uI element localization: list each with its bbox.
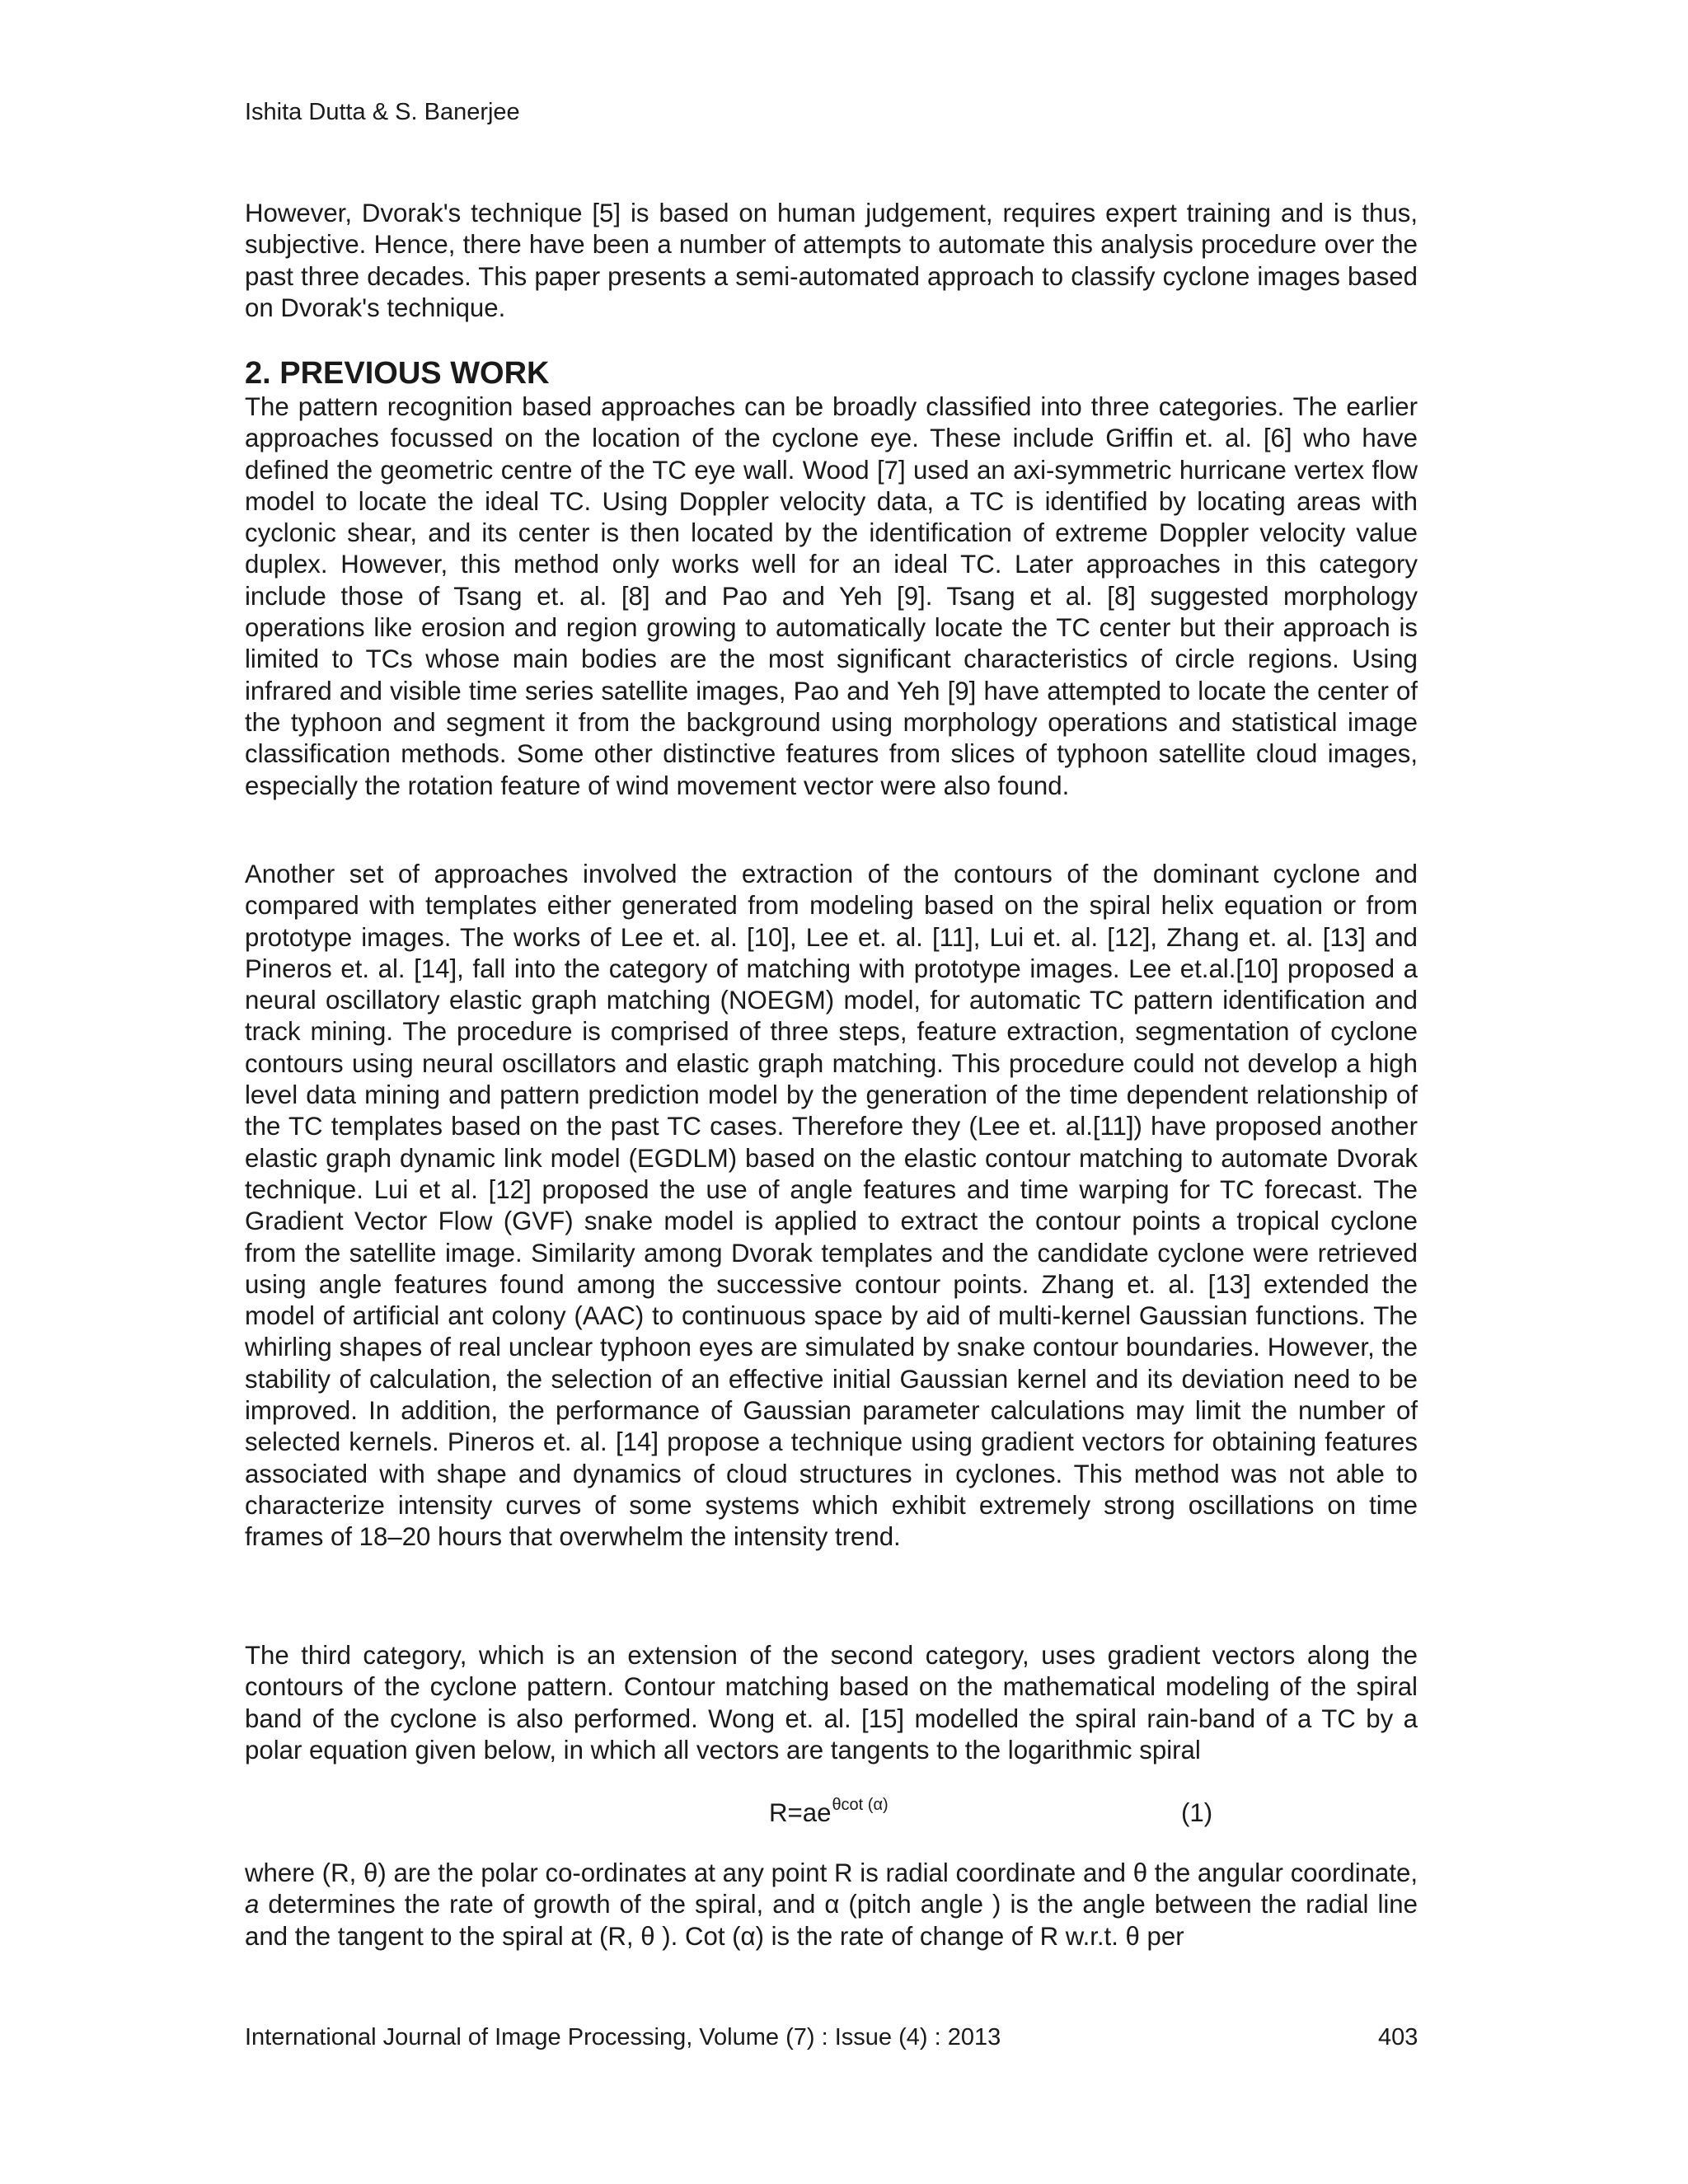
equation-base: R=ae [769, 1798, 832, 1827]
equation-number: (1) [1181, 1798, 1213, 1827]
paragraph-contour-approaches: Another set of approaches involved the extraction of the contours of the dominant cyclone and compared with templates either generated from modeling based on the spiral helix equation or from prototype images. The works of Lee et. al. [10], Lee et. al. [11], Lui et. al. [12], Zhang et. al. [13] and Pineros et. al. [14], fall into the category of matching with prototype images. Lee et.al.[10] proposed a neural oscillatory elastic graph matching (NOEGM) model, for automatic TC pattern identification and track mining. The procedure is comprised of three steps, feature extraction, segmentation of cyclone contours using neural oscillators and elastic graph matching. This procedure could not develop a high level data mining and pattern prediction model by the generation of the time dependent relationship of the TC templates based on the past TC cases. Therefore they (Lee et. al.[11]) have proposed another elastic graph dynamic link model (EGDLM) based on the elastic contour matching to automate Dvorak technique. Lui et al. [12] proposed the use of angle features and time warping for TC forecast. The Gradient Vector Flow (GVF) snake model is applied to extract the contour points a tropical cyclone from the satellite image. Similarity among Dvorak templates and the candidate cyclone were retrieved using angle features found among the successive contour points. Zhang et. al. [13] extended the model of artificial ant colony (AAC) to continuous space by aid of multi-kernel Gaussian functions. The whirling shapes of real unclear typhoon eyes are simulated by snake contour boundaries. However, the stability of calculation, the selection of an effective initial Gaussian kernel and its deviation need to be improved. In addition, the performance of Gaussian parameter calculations may limit the number of selected kernels. Pineros et. al. [14] propose a technique using gradient vectors for obtaining features associated with shape and dynamics of cloud structures in cyclones. This method was not able to characterize intensity curves of some systems which exhibit extremely strong oscillations on time frames of 18–20 hours that overwhelm the intensity trend. [245, 860, 1418, 1552]
running-header-author: Ishita Dutta & S. Banerjee [245, 99, 520, 125]
section-heading: 2. PREVIOUS WORK [245, 356, 550, 391]
paragraph-dvorak-intro: However, Dvorak's technique [5] is based on human judgement, requires expert training and is thus, subjective. Hence, there have been a number of attempts to automate this analysis procedure over the past three decades. This paper presents a semi-automated approach to classify cyclone images based on Dvorak's technique. [245, 199, 1418, 322]
footer-page-number: 403 [1378, 2024, 1418, 2050]
paragraph-third-category: The third category, which is an extension of the second category, uses gradient vectors along the contours of the cyclone pattern. Contour matching based on the mathematical modeling of the spiral band of the cyclone is also performed. Wong et. al. [15] modelled the spiral rain-band of a TC by a polar equation given below, in which all vectors are tangents to the logarithmic spiral [245, 1641, 1418, 1765]
equation-exponent: θcot (α) [832, 1796, 889, 1814]
explanation-text-end: determines the rate of growth of the spiral, and α (pitch angle ) is the angle between the radial line and the tangent to the spiral at (R, θ ). Cot (α) is the rate of change of R w.r.t. θ per [245, 1890, 1418, 1951]
explanation-text-start: where (R, θ) are the polar co-ordinates at any point R is radial coordinate and θ the angular coordinate, [245, 1858, 1418, 1887]
equation [769, 1795, 889, 1835]
footer-journal-citation: International Journal of Image Processing, Volume (7) : Issue (4) : 2013 [245, 2024, 1001, 2050]
paragraph-equation-explanation [245, 1858, 1418, 1952]
equation-row [245, 1795, 1418, 1831]
italic-variable-a: a [245, 1890, 260, 1919]
paragraph-previous-work: The pattern recognition based approaches can be broadly classified into three categories. The earlier approaches focussed on the location of the cyclone eye. These include Griffin et. al. [6] who have defined the geometric centre of the TC eye wall. Wood [7] used an axi-symmetric hurricane vertex flow model to locate the ideal TC. Using Doppler velocity data, a TC is identified by locating areas with cyclonic shear, and its center is then located by the identification of extreme Doppler velocity value duplex. However, this method only works well for an ideal TC. Later approaches in this category include those of Tsang et. al. [8] and Pao and Yeh [9]. Tsang et al. [8] suggested morphology operations like erosion and region growing to automatically locate the TC center but their approach is limited to TCs whose main bodies are the most significant characteristics of circle regions. Using infrared and visible time series satellite images, Pao and Yeh [9] have attempted to locate the center of the typhoon and segment it from the background using morphology operations and statistical image classification methods. Some other distinctive features from slices of typhoon satellite cloud images, especially the rotation feature of wind movement vector were also found. [245, 392, 1418, 800]
